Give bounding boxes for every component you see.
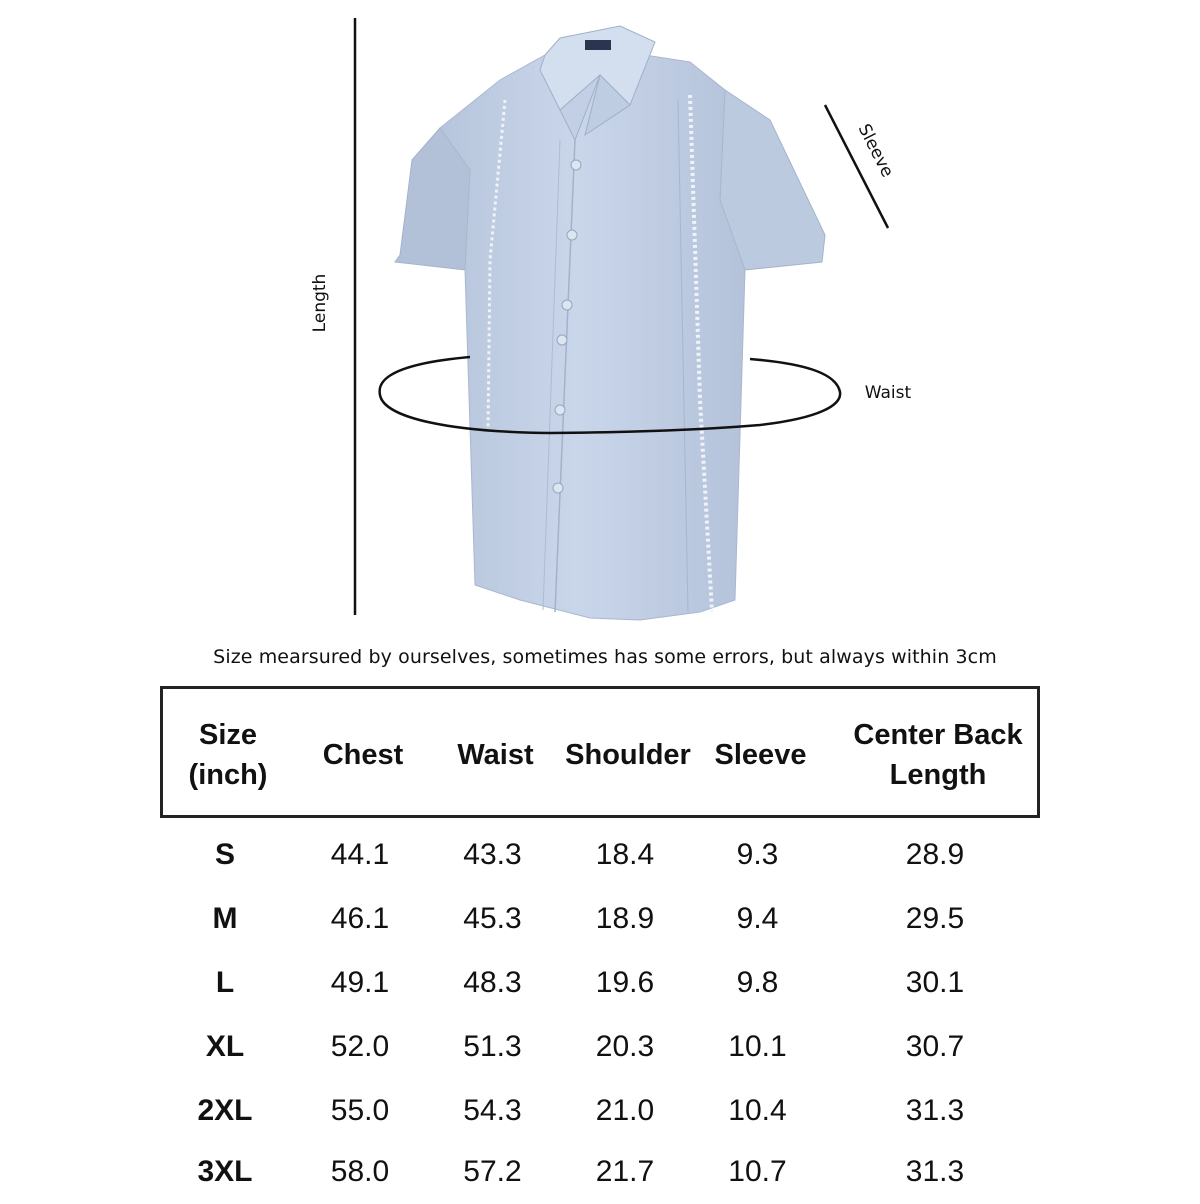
cbl-cell: 31.3 <box>905 1155 965 1188</box>
size-cell: XL <box>205 1030 245 1063</box>
cbl-cell: 30.1 <box>905 966 965 999</box>
sleeve-cell: 10.7 <box>728 1155 787 1188</box>
sleeve-cell: 10.4 <box>728 1094 787 1127</box>
length-label: Length <box>310 273 330 333</box>
sleeve-cell: 9.8 <box>736 966 779 999</box>
header-chest: Chest <box>322 739 404 771</box>
waist-cell: 45.3 <box>463 902 522 935</box>
waist-cell: 57.2 <box>463 1155 522 1188</box>
shoulder-cell: 18.4 <box>595 838 655 871</box>
header-shoulder: Shoulder <box>565 739 691 771</box>
table-row <box>160 823 1040 887</box>
shoulder-cell: 18.9 <box>595 902 655 935</box>
size-cell: 3XL <box>197 1155 253 1188</box>
waist-cell: 51.3 <box>463 1030 522 1063</box>
sleeve-cell: 10.1 <box>728 1030 787 1063</box>
cbl-cell: 31.3 <box>905 1094 965 1127</box>
chest-cell: 52.0 <box>330 1030 390 1063</box>
measurement-note: Size mearsured by ourselves, sometimes has some errors, but always within 3cm <box>213 646 997 668</box>
size-cell: S <box>214 838 235 871</box>
chest-cell: 44.1 <box>330 838 390 871</box>
size-table-header <box>160 686 1040 818</box>
chest-cell: 49.1 <box>330 966 390 999</box>
cbl-cell: 29.5 <box>905 902 965 935</box>
table-row <box>160 1140 1040 1204</box>
shoulder-cell: 20.3 <box>595 1030 655 1063</box>
shoulder-cell: 21.0 <box>595 1094 655 1127</box>
size-cell: 2XL <box>197 1094 253 1127</box>
shoulder-cell: 19.6 <box>595 966 655 999</box>
waist-label: Waist <box>864 383 912 403</box>
waist-cell: 54.3 <box>463 1094 522 1127</box>
shirt-body <box>395 26 825 620</box>
chest-cell: 46.1 <box>330 902 390 935</box>
table-row <box>160 887 1040 951</box>
chest-cell: 58.0 <box>330 1155 390 1188</box>
chest-cell: 55.0 <box>330 1094 390 1127</box>
table-row <box>160 1015 1040 1079</box>
table-row <box>160 951 1040 1015</box>
sleeve-label: Sleeve <box>853 120 898 181</box>
header-sleeve: Sleeve <box>714 739 807 771</box>
header-center-back-length: Center Back Length <box>853 719 1023 791</box>
sleeve-cell: 9.3 <box>736 838 779 871</box>
brand-label <box>585 40 611 50</box>
size-cell: L <box>215 966 235 999</box>
cbl-cell: 28.9 <box>905 838 965 871</box>
shoulder-cell: 21.7 <box>595 1155 655 1188</box>
cbl-cell: 30.7 <box>905 1030 965 1063</box>
table-row <box>160 1079 1040 1143</box>
sleeve-cell: 9.4 <box>736 902 779 935</box>
waist-cell: 43.3 <box>463 838 522 871</box>
header-size: Size (inch) <box>188 719 268 791</box>
size-cell: M <box>212 902 238 935</box>
header-waist: Waist <box>457 739 534 771</box>
waist-cell: 48.3 <box>463 966 522 999</box>
